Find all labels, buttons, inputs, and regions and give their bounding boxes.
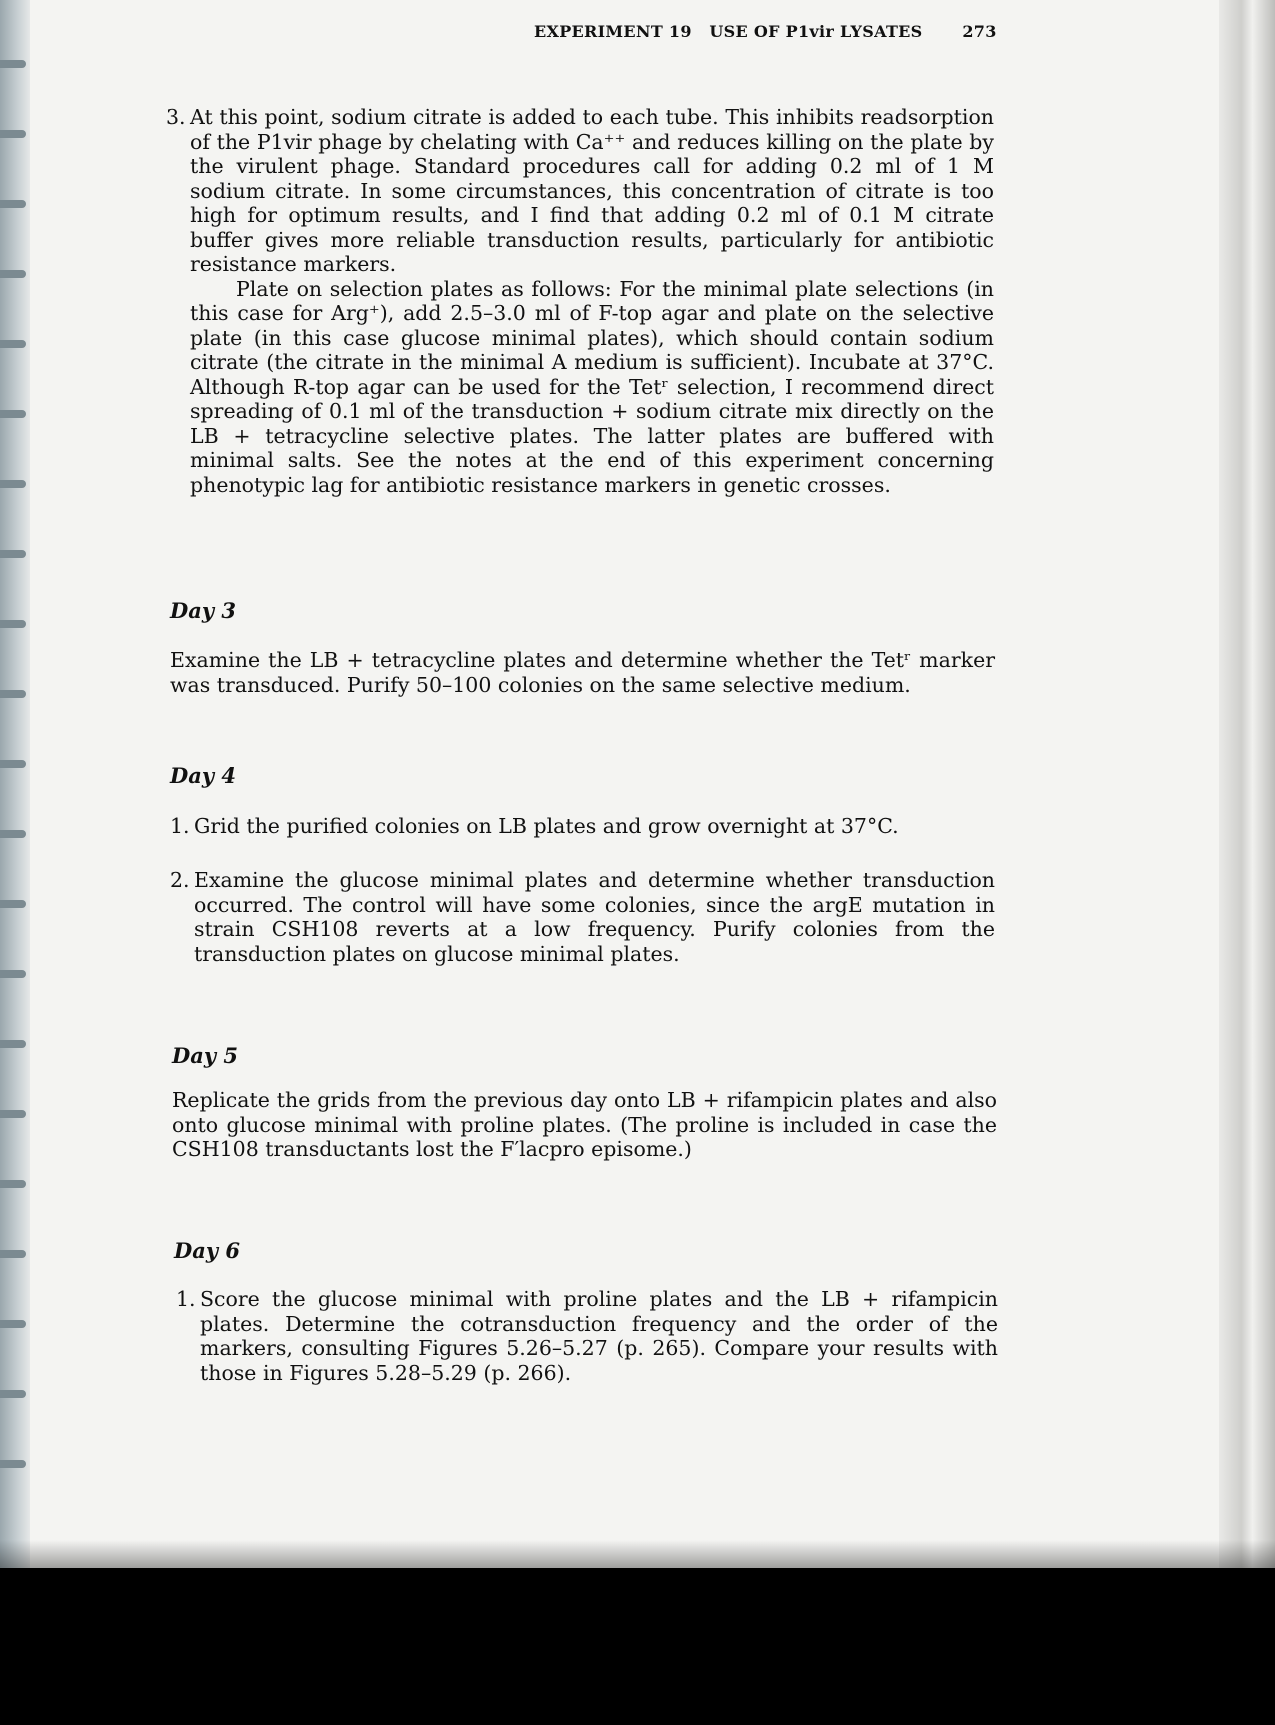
item-text: Score the glucose minimal with proline plates and the LB + rifampicin plates. Determine the cotransduction frequency and the order of the markers, consulting Figures 5.26–5.27 (p. 265). Compare your results with those in Figures 5.28–5.29 (p. 266). (200, 1287, 998, 1385)
running-head (534, 22, 997, 41)
step-number: 3. (166, 105, 186, 129)
day-4-item-2 (170, 868, 995, 966)
page-number: 273 (962, 22, 997, 41)
item-text: Examine the glucose minimal plates and determine whether transduction occurred. The control will have some colonies, since the argE mutation in strain CSH108 reverts at a low frequency. Purify colonies from the transduction plates on glucose minimal plates. (194, 868, 995, 966)
day-4-item-1 (170, 814, 995, 839)
running-title: USE OF P1vir LYSATES (709, 22, 923, 41)
item-number: 1. (170, 814, 190, 838)
step-3 (166, 105, 994, 497)
item-number: 2. (170, 868, 190, 892)
experiment-label: EXPERIMENT 19 (534, 22, 692, 41)
day-6-item-1 (176, 1287, 998, 1385)
step-3-paragraph-1: At this point, sodium citrate is added to each tube. This inhibits readsorption of the P1vir phage by chelating with Ca⁺⁺ and reduces killing on the plate by the virulent phage. Standard procedures call for adding 0.2 ml of 1 M sodium citrate. In some circumstances, this concentration of citrate is too high for optimum results, and I find that adding 0.2 ml of 0.1 M citrate buffer gives more reliable transduction results, particularly for antibiotic resistance markers. (190, 105, 994, 276)
day-3-heading: Day 3 (170, 598, 236, 623)
item-text: Grid the purified colonies on LB plates and grow overnight at 37°C. (194, 814, 899, 838)
spiral-binding (0, 0, 30, 1568)
page-stack-edge (1219, 0, 1275, 1568)
day-3-text: Examine the LB + tetracycline plates and determine whether the Tetʳ marker was transduced. Purify 50–100 colonies on the same selective medium. (170, 648, 995, 697)
day-5-text: Replicate the grids from the previous day onto LB + rifampicin plates and also onto glucose minimal with proline plates. (The proline is included in case the CSH108 transductants lost the F′lacpro episome.) (172, 1088, 997, 1161)
day-4-heading: Day 4 (170, 763, 236, 788)
step-3-paragraph-2: Plate on selection plates as follows: For the minimal plate selections (in this case for Arg⁺), add 2.5–3.0 ml of F-top agar and plate on the selective plate (in this case glucose minimal plates), which should contain sodium citrate (the citrate in the minimal A medium is sufficient). Incubate at 37°C. Although R-top agar can be used for the Tetʳ selection, I recommend direct spreading of 0.1 ml of the transduction + sodium citrate mix directly on the LB + tetracycline selective plates. The latter plates are buffered with minimal salts. See the notes at the end of this experiment concerning phenotypic lag for antibiotic resistance markers in genetic crosses. (190, 276, 994, 497)
item-number: 1. (176, 1287, 196, 1311)
page-bottom-shadow (0, 1540, 1275, 1568)
day-5-heading: Day 5 (172, 1043, 238, 1068)
day-6-heading: Day 6 (174, 1238, 240, 1263)
